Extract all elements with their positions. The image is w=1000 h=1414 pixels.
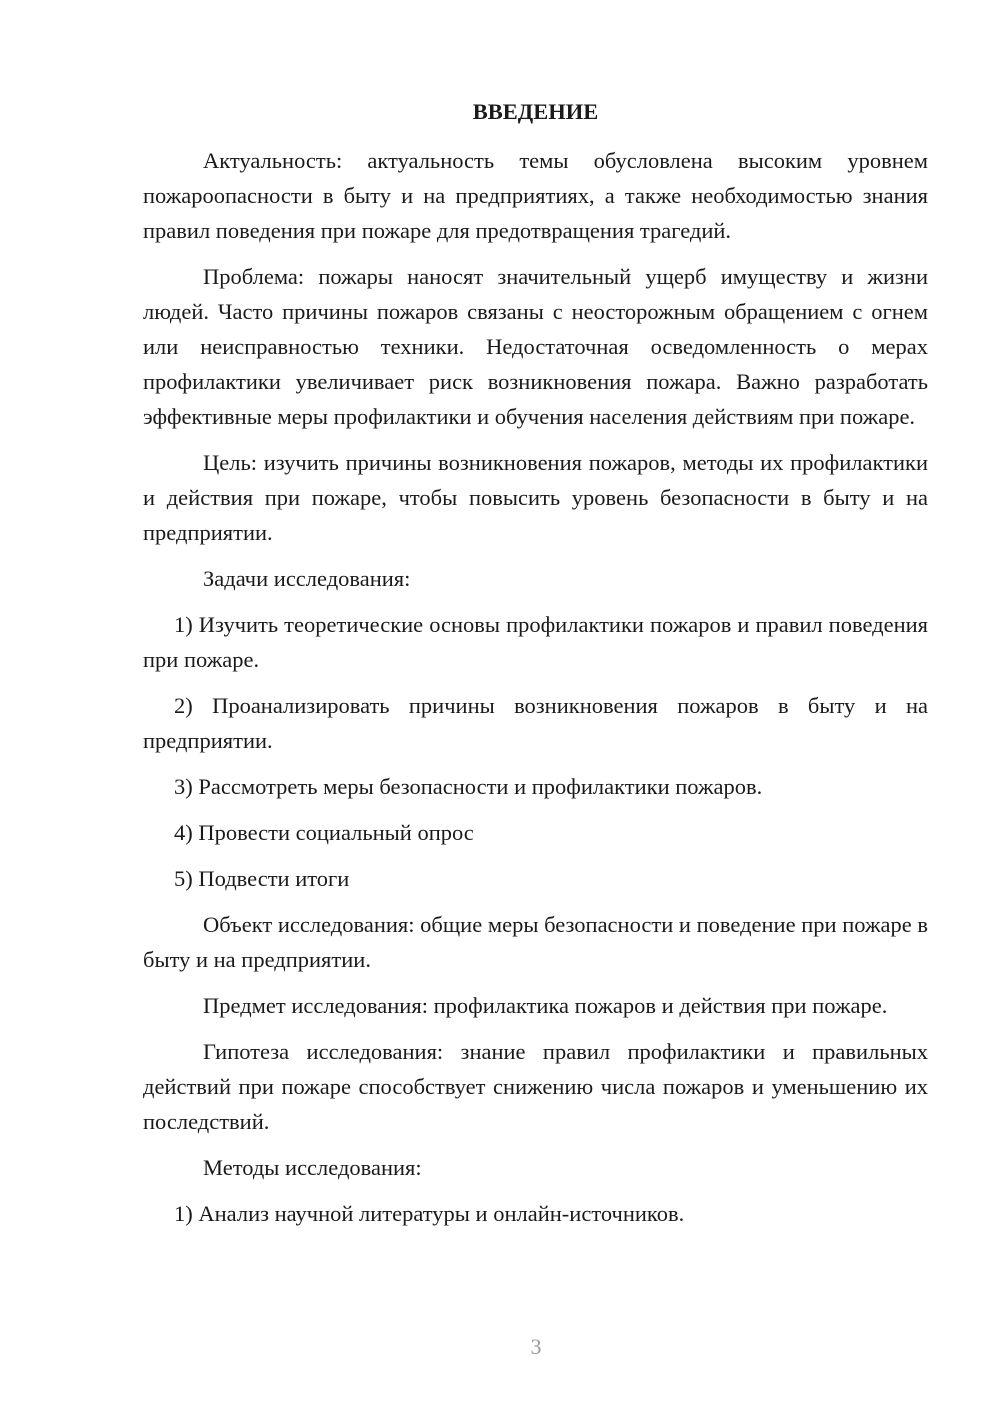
goal-paragraph: Цель: изучить причины возникновения пожаров, методы их профилактики и действия при пожаре, чтобы повысить уровень безопасности в быту и на предприятии.: [143, 450, 928, 545]
method-item-1: 1) Анализ научной литературы и онлайн-источников.: [174, 1201, 685, 1226]
methods-heading: Методы исследования:: [203, 1155, 422, 1180]
tasks-heading: Задачи исследования:: [203, 566, 411, 591]
task-item-2: 2) Проанализировать причины возникновения пожаров в быту и на предприятии.: [143, 693, 928, 753]
relevance-paragraph: Актуальность: актуальность темы обусловлена высоким уровнем пожароопасности в быту и на предприятиях, а также необходимостью знания правил поведения при пожаре для предотвращения трагедий.: [143, 148, 928, 243]
task-item-5: 5) Подвести итоги: [174, 866, 350, 891]
task-item-4: 4) Провести социальный опрос: [174, 820, 474, 845]
hypothesis-paragraph: Гипотеза исследования: знание правил профилактики и правильных действий при пожаре способствует снижению числа пожаров и уменьшению их последствий.: [143, 1039, 928, 1134]
object-paragraph: Объект исследования: общие меры безопасности и поведение при пожаре в быту и на предприятии.: [143, 912, 928, 972]
task-item-3: 3) Рассмотреть меры безопасности и профилактики пожаров.: [174, 774, 763, 799]
page-number: 3: [530, 1334, 542, 1359]
subject-paragraph: Предмет исследования: профилактика пожаров и действия при пожаре.: [203, 993, 888, 1018]
task-item-1: 1) Изучить теоретические основы профилактики пожаров и правил поведения при пожаре.: [143, 612, 928, 672]
problem-paragraph: Проблема: пожары наносят значительный ущерб имуществу и жизни людей. Часто причины пожаров связаны с неосторожным обращением с огнем или неисправностью техники. Недостаточная осведомленность о мерах профилактики увеличивает риск возникновения пожара. Важно разработать эффективные меры профилактики и обучения населения действиям при пожаре.: [143, 264, 928, 429]
page-title: ВВЕДЕНИЕ: [472, 99, 599, 124]
document-page: [143, 94, 928, 1242]
